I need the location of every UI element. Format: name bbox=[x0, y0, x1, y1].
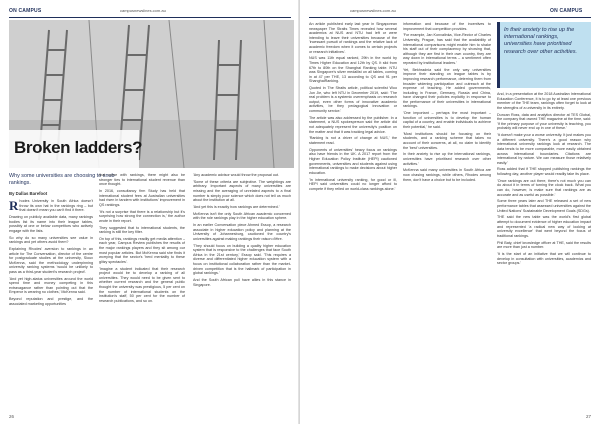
paragraph: Phil Baty, chief knowledge officer at THE, said the results are more than just a number. bbox=[497, 240, 591, 250]
paragraph: Ross added that if THE stopped publishing rankings the following day, another player would readily take its place. bbox=[497, 167, 591, 177]
paragraph: 'For example, Jan Konvalinka, Vice-Rector of Charles University, Prague, has said that the availability of international comparisons might enable him to shake his staff out of their complacency by showing that, although they are first in their own country, they are way down in international terms – a sentiment often repeated by institutional leaders.' bbox=[403, 33, 491, 65]
pull-quote-marker bbox=[497, 22, 500, 88]
paragraph: 'One important – perhaps the most important – function of universities is to develop the human capital of a country, and enable individuals to achieve their potential,' he said. bbox=[403, 111, 491, 130]
paragraph: Duncan Ross, data and analytics director at TES Global, the company that owned THE magazine at the time, said: 'If the primary purpose of your university is teaching, you probably will never end up in one of these.' bbox=[497, 112, 591, 131]
paragraph: 'Some of these criteria are subjective. The weightings are arbitrary. Important aspects of many universities are missing and the averaging of unrelated aspects to a final number is simply poor science which does not tell us much about the institution at all. bbox=[193, 179, 291, 203]
article-title: Broken ladders? bbox=[14, 138, 143, 157]
site-url-left: campusnewslines.com.au bbox=[120, 8, 166, 13]
drop-cap: R bbox=[9, 199, 19, 213]
paragraph: 'And yet this is exactly how rankings are determined.' bbox=[193, 204, 280, 209]
paragraph: The article was also addressed by the publisher. In a statement, a NUS spokesperson said the article did not adequately represent the university's position on the matter and that it was tracking legal advice. bbox=[309, 115, 397, 134]
paragraph: On top of this, rankings readily get media attention – each year, Campus Review publishes the results of the major rankings players and they sit among our most popular articles. But McKenna said she finds it worrying that the sector's 'herd mentality to these glitzy spectacles'. bbox=[99, 236, 185, 264]
paragraph: And, in a presentation at the 2018 Australian International Education Conference, it is to go by at least one previous member of the THE team, rankings often forget to look at the strengths of a university in its entirety. bbox=[497, 92, 591, 110]
paragraph: 'It is the start of an initiative that we will continue to develop in consultation with universities, academics and sector groups.' bbox=[497, 251, 591, 266]
paragraph: 'They should focus on building a quality higher education system that is responsive to the challenges that face South Africa in the 21st century,' Essop said. 'This requires a diverse and differentiated higher education system with a focus on institutional collaboration rather than the market-driven competition that is the hallmark of participation in global rankings.' bbox=[193, 243, 291, 276]
left-column-3 bbox=[193, 173, 291, 414]
pull-quote-box bbox=[497, 22, 591, 88]
paragraph: Explaining Rhodes' aversion to rankings in an article for The Conversation, director of the centre for postgraduate studies at the university, Sioux McKenna, said the methodology underpinning university ranking systems 'would be unlikely to pass as a third-year student's research project'. bbox=[9, 246, 93, 274]
paragraph: 'In international university ranking, for good or ill, HEPI said universities could no longer afford to compete if they relied on world-class rankings alone.' bbox=[309, 177, 397, 191]
paragraph: Beyond reputation and prestige, and the associated marketing opportunities bbox=[9, 297, 93, 306]
running-head-right: ON CAMPUS bbox=[550, 8, 583, 14]
paragraph: Opponents of universities' heavy focus on rankings also have friends in the UK. A 2017 report from the Higher Education Policy Institute (HEPI) cautioned governments, universities and students against using international rankings to make decisions about higher education. bbox=[309, 147, 397, 175]
right-column-3 bbox=[497, 92, 591, 414]
paragraph: McKenna isn't the only South African academic concerned with the role rankings play in the higher education sphere. bbox=[193, 211, 291, 221]
paragraph: that come with rankings, there might also be stronger ties to international student revenue than once thought. bbox=[99, 173, 185, 187]
right-page bbox=[300, 0, 600, 424]
right-column-1 bbox=[309, 22, 397, 414]
hero-image-ladders bbox=[9, 20, 294, 168]
paragraph: Yet, Bekhradnia said the only way universities improve their standing on league tables is by improving research performance, deterring them from broader widening participation and outreach at the expense of teaching. He added governments, including in France, Germany, Russia and China, have changed their policies explicitly in response to the performance of their universities in international rankings. bbox=[403, 67, 491, 109]
paragraph: NUS was 11th equal ranked, 29th in the world by Times Higher Education and 12th by QS. It slid from 67th to 80th on the Shanghai Ranking table. NTU was Singapore's silver medallist on all tables, coming in at 47 per THE, 13 according to QS and 91 per ShanghaiRanking. bbox=[309, 56, 397, 84]
paragraph: THE said the new table was the world's first global attempt to document evidence of higher education impact and represented 'a radical new way of looking at university excellence' that went beyond the focus of traditional rankings. bbox=[497, 215, 591, 238]
paragraph: hodes University in South Africa doesn't throw its own hat in the rankings ring – but that doesn't mean you can't find it there. bbox=[19, 199, 93, 213]
page-number-left: 26 bbox=[9, 414, 15, 419]
paragraph: An article published early last year in Singaporean newspaper The Straits Times revealed how several academics at NUS and NTU had left or were intending to leave their universities because of the 'incessant pursuit of rankings and the relative lack of academic freedom when it comes to certain projects or research initiatives'. bbox=[309, 22, 397, 54]
paragraph: information and because of the incentives to improvement that competition provides. bbox=[403, 22, 491, 31]
paragraph: 'And yet high-status universities around the world spend time and money competing in this extravagance rather than pointing out that the Emperor is wearing no clothes,' McKenna said. bbox=[9, 276, 93, 295]
header-rule-left bbox=[9, 17, 291, 18]
paragraph: 'Once rankings are out there, there's not much you can do about it in terms of turning the clock back. What you can do, however, is make sure that rankings are as accurate and as useful as possible.' bbox=[497, 178, 591, 197]
paragraph: In 2016, consultancy firm Study has held that international student fees at Australian universities had risen in tandem with institutions' improvement in QS rankings. bbox=[99, 188, 185, 207]
page-number-right: 27 bbox=[585, 414, 591, 419]
paragraph: 'It doesn't make your a worse university. It just makes you a different university. There's a good reason why international university rankings look at research. The data tends to be more comparable, more easily obtained across international boundaries. Citations are international by nature. We can measure those relatively easily.' bbox=[497, 133, 591, 165]
right-column-2 bbox=[403, 22, 491, 414]
paragraph: 'It's not a surprise that there is a relationship but it's surprising how strong the connection is,' the author wrote in their report. bbox=[99, 209, 185, 223]
paragraph: 'Ranking is not a driver of change at NUS,' the statement read. bbox=[309, 136, 397, 145]
paragraph: McKenna said many universities in South Africa are now chasing rankings, while others, Rhodes among them, don't have a choice but to be included. bbox=[403, 168, 491, 182]
paragraph: In their anxiety to rise up the international rankings, universities have prioritised research over other activities.' bbox=[403, 152, 491, 166]
site-url-right: campusnewslines.com.au bbox=[350, 8, 396, 13]
pull-quote-text: In their anxiety to rise up the international rankings, universities have prioritised research over other activities. bbox=[504, 27, 578, 55]
left-column-2 bbox=[99, 173, 185, 414]
paragraph: Some three years later and THE released a set of new performance tables that assessed universities against the United Nations' Sustainable Development Goals (SDGs). bbox=[497, 199, 591, 213]
article-byline: By Dallas Barefoot bbox=[9, 191, 48, 196]
paragraph: Drawing on publicly available data, many rankings bodies list its name into their league tables, possibly at one or below competitors who actively engage with the lists. bbox=[9, 214, 93, 233]
paragraph: 'Any academic advisor would throw the proposal out. bbox=[193, 173, 279, 177]
paragraph: They suggested that to international students, the ranking is still the key filter. bbox=[99, 225, 185, 235]
article-subtitle: Why some universities are choosing to snub rankings. bbox=[9, 173, 115, 186]
paragraph: In an earlier Conversation piece Ahmed Essop, a research associate in higher education policy and planning at the University of Johannesburg, cautioned the country's universities against making rankings their raison d'être. bbox=[193, 223, 291, 241]
left-column-1 bbox=[9, 199, 93, 414]
paragraph: So why do so many universities see value in rankings and yet others avoid them? bbox=[9, 235, 93, 245]
paragraph: Quoted in The Straits article, political scientist Woo Jun Jie, who left NTU in December 2019, said: 'The real problem is a systemic overemphasis on research output, even other forms of innovative academic activities, be they pedagogical innovation or community service.' bbox=[309, 86, 397, 114]
header-rule-right bbox=[309, 17, 591, 18]
paragraph: And the South African pull have allies in this stance in Singapore. bbox=[193, 278, 291, 287]
running-head-left: ON CAMPUS bbox=[9, 8, 42, 14]
paragraph: 'Most institutions should be focusing on their students, and a ranking scheme that takes no account of their concerns, at all, no claim to identify the 'best' universities. bbox=[403, 131, 491, 150]
paragraph: 'Imagine a student indicated that their research project would be to develop a ranking of all universities. They would need to be given sent to whether current research and the general public thought the university was prestigious, 5 per cent on the number of international students on the institution's staff, 50 per cent for the number of research publications, and so on. bbox=[99, 266, 185, 303]
